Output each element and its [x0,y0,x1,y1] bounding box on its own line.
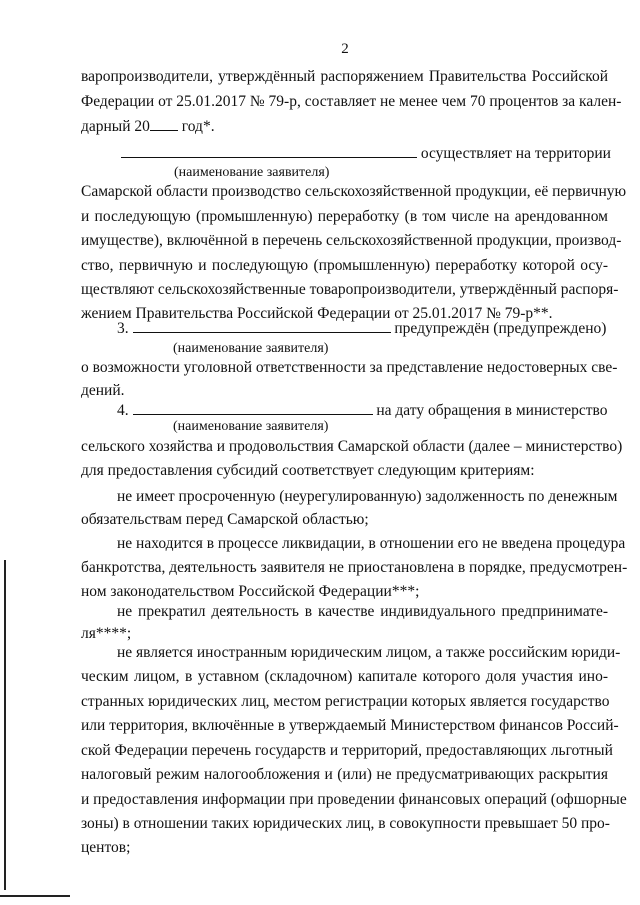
item2-caption: (наименование заявителя) [174,165,330,180]
item2-line-3: имуществе), включённой в перечень сельскохозяйственной продукции, производ- [81,232,622,249]
item3-line-1: о возможности уголовной ответственности за представление недостоверных све- [81,359,618,376]
criterion4-line-3: странных юридических лиц, местом регистрации которых является государство [81,693,610,710]
item2-line-2: и последующую (промышленную) переработку (в том числе на арендованном [81,208,608,225]
criterion4-line-6: налоговый режим налогообложения и (или) не предусматривающих раскрытия [81,766,608,783]
applicant-blank-3 [133,318,391,333]
item2-first-line [121,143,611,164]
item3-tail: предупреждён (предупреждено) [394,320,607,337]
criterion1-line-2: обязательствам перед Самарской областью; [81,511,369,528]
item2-line-6: жением Правительства Российской Федерации от 25.01.2017 № 79-р**. [81,305,553,322]
item2-tail: осуществляет на территории [420,145,611,162]
item3-first-line [117,318,608,339]
para1-line-2: Федерации от 25.01.2017 № 79-р, составляет не менее чем 70 процентов за кален- [81,93,622,110]
criterion2-line-1: не находится в процессе ликвидации, в отношении его не введена процедура [117,535,626,552]
item3-caption: (наименование заявителя) [173,341,329,356]
scan-edge-left [4,560,6,890]
year-blank [150,116,178,131]
criterion2-line-2: банкротства, деятельность заявителя не приостановлена в порядке, предусмотрен- [81,559,628,576]
criterion4-line-1: не является иностранным юридическим лицом, а также российским юриди- [117,644,621,661]
item3-line-2: дений. [81,382,125,399]
item3-number: 3. [117,320,129,337]
year-prefix: дарный 20 [81,118,150,135]
item4-tail: на дату обращения в министерство [376,402,608,419]
criterion4-line-4: или территория, включённые в утверждаемый Министерством финансов Россий- [81,717,619,734]
applicant-blank-2 [121,143,417,158]
item4-line-2: для предоставления субсидий соответствует следующим критериям: [81,462,535,479]
item4-line-1: сельского хозяйства и продовольствия Самарской области (далее – министерство) [81,438,623,455]
criterion1-line-1: не имеет просроченную (неурегулированную) задолженность по денежным [117,488,618,505]
criterion4-line-2: ческим лицом, в уставном (складочном) капитале которого доля участия ино- [81,668,608,685]
para1-line-1: варопроизводители, утверждённый распоряжением Правительства Российской [81,68,608,85]
year-suffix: год*. [181,118,215,135]
criterion4-line-7: и предоставления информации при проведении финансовых операций (офшорные [81,791,627,808]
criterion4-line-8: зоны) в отношении таких юридических лиц, в совокупности превышает 50 про- [81,815,610,832]
criterion3-line-2: ля****; [81,625,132,642]
item4-number: 4. [117,402,129,419]
item2-line-1: Самарской области производство сельскохозяйственной продукции, её первичную [81,183,627,200]
item2-line-5: ществляют сельскохозяйственные товаропроизводители, утверждённый распоря- [81,281,619,298]
criterion2-line-3: ном законодательством Российской Федерации***; [81,583,420,600]
criterion4-line-9: центов; [81,839,131,856]
applicant-blank-4 [133,400,373,415]
item4-caption: (наименование заявителя) [173,419,329,434]
item2-line-4: ство, первичную и последующую (промышленную) переработку которой осу- [81,257,608,274]
scan-edge-bottom [0,895,70,897]
criterion4-line-5: ской Федерации перечень государств и территорий, предоставляющих льготный [81,742,613,759]
criterion3-line-1: не прекратил деятельность в качестве индивидуального предпринимате- [117,603,608,620]
para1-line-3 [81,116,608,137]
page-number: 2 [341,41,349,57]
